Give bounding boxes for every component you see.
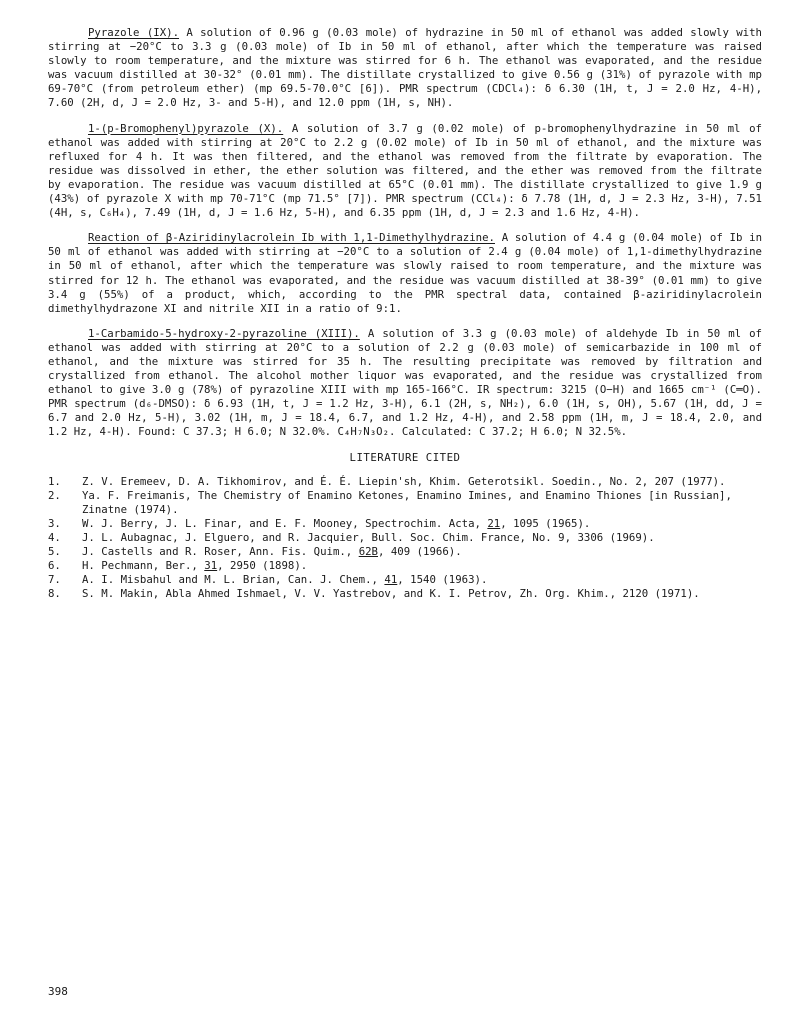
- reference-pages-year: , 1095 (1965).: [500, 516, 591, 530]
- section-heading: 1-(p-Bromophenyl)pyrazole (X).: [88, 121, 284, 135]
- reference-volume: 62B: [358, 545, 378, 558]
- reference-number: 3.: [48, 516, 61, 530]
- reference-item: [48, 531, 762, 545]
- reference-text: Ya. F. Freimanis, The Chemistry of Enamino Ketones, Enamino Imines, and Enamino Thiones [in Russian], Zinatne (1974).: [82, 488, 732, 516]
- reference-text: Z. V. Eremeev, D. A. Tikhomirov, and É. É. Liepin'sh, Khim. Geterotsikl. Soedin., No. 2, 207 (1977).: [82, 474, 726, 488]
- document-page: [48, 26, 762, 601]
- reference-number: 8.: [48, 587, 61, 601]
- paragraph-bromophenyl-pyrazole-x: [48, 122, 762, 221]
- reference-number: 1.: [48, 474, 61, 488]
- reference-item: [48, 573, 762, 587]
- reference-text: J. L. Aubagnac, J. Elguero, and R. Jacquier, Bull. Soc. Chim. France, No. 9, 3306 (1969).: [82, 530, 655, 544]
- reference-item: [48, 587, 762, 601]
- reference-authors-journal: W. J. Berry, J. L. Finar, and E. F. Mooney, Spectrochim. Acta,: [82, 516, 488, 530]
- reference-number: 4.: [48, 530, 61, 544]
- reference-authors-journal: A. I. Misbahul and M. L. Brian, Can. J. Chem.,: [82, 573, 385, 587]
- reference-item: [48, 559, 762, 573]
- reference-volume: 41: [384, 573, 398, 587]
- reference-authors-journal: J. Castells and R. Roser, Ann. Fis. Quim.,: [82, 545, 359, 558]
- reference-authors-journal: H. Pechmann, Ber.,: [82, 559, 205, 573]
- paragraph-text: A solution of 3.3 g (0.03 mole) of aldehyde Ib in 50 ml of ethanol was added with stirring at 20°C to a solution of 2.2 g (0.03 mole) of semicarbazide in 100 ml of ethanol, and the mixture was stirred for 35 h. The resulting precipitate was removed by filtration and crystallized from ethanol. The alcohol mother liquor was evaporated, and the residue was crystallized from ethanol to give 3.0 g (78%) of pyrazoline XIII with mp 165-166°C. IR spectrum: 3215 (O−H) and 1665 cm⁻¹ (C═O). PMR spectrum (d₆-DMSO): δ 6.93 (1H, t, J = 1.2 Hz, 3-H), 6.1 (2H, s, NH₂), 6.0 (1H, s, OH), 5.67 (1H, dd, J = 6.7 and 2.0 Hz, 5-H), 3.02 (1H, m, J = 18.4, 6.7, and 1.2 Hz, 4-H), and 2.58 ppm (1H, m, J = 18.4, 2.0, and 1.2 Hz, 4-H). Found: C 37.3; H 6.0; N 32.0%. C₄H₇N₃O₂. Calculated: C 37.2; H 6.0; N 32.5%.: [48, 326, 762, 439]
- paragraph-text: A solution of 0.96 g (0.03 mole) of hydrazine in 50 ml of ethanol was added slowly with stirring at −20°C to 3.3 g (0.03 mole) of Ib in 50 ml of ethanol, after which the temperature was raised slowly to room temperature, and the mixture was stirred for 6 h. The ethanol was evaporated, and the residue was vacuum distilled at 30-32° (0.01 mm). The distillate crystallized to give 0.56 g (31%) of pyrazole with mp 69-70°C (from petroleum ether) (mp 69.5-70.0°C [6]). PMR spectrum (CDCl₄): δ 6.30 (1H, t, J = 2.0 Hz, 4-H), 7.60 (2H, d, J = 2.0 Hz, 3- and 5-H), and 12.0 ppm (1H, s, NH).: [48, 26, 762, 110]
- reference-text: [82, 545, 762, 559]
- reference-text: [82, 517, 762, 531]
- paragraph-text: A solution of 4.4 g (0.04 mole) of Ib in 50 ml of ethanol was added with stirring at −20°C to a solution of 2.4 g (0.04 mole) of 1,1-dimethylhydrazine in 50 ml of ethanol, after which the temperature was slowly raised to room temperature, and the mixture was stirred for 12 h. The ethanol was evaporated, and the residue was vacuum distilled at 38-39° (0.01 mm) to give 3.4 g (55%) of a product, which, according to the PMR spectral data, contained β-aziridinylacrolein dimethylhydrazone XI and nitrile XII in a ratio of 9:1.: [48, 231, 763, 315]
- reference-item: [48, 517, 762, 531]
- reference-number: 7.: [48, 573, 61, 587]
- reference-pages-year: , 1540 (1963).: [397, 573, 488, 587]
- reference-text: S. M. Makin, Abla Ahmed Ishmael, V. V. Yastrebov, and K. I. Petrov, Zh. Org. Khim., 2120 (1971).: [82, 587, 700, 601]
- paragraph-carbamido-pyrazoline-xiii: [48, 327, 762, 440]
- reference-text: [82, 559, 762, 573]
- section-heading: Reaction of β-Aziridinylacrolein Ib with 1,1-Dimethylhydrazine.: [88, 231, 495, 245]
- reference-number: 6.: [48, 559, 61, 573]
- reference-item: [48, 475, 762, 489]
- paragraph-pyrazole-ix: [48, 26, 762, 111]
- section-heading: 1-Carbamido-5-hydroxy-2-pyrazoline (XIII).: [88, 326, 360, 340]
- reference-pages-year: , 409 (1966).: [378, 545, 462, 558]
- reference-number: 2.: [48, 488, 61, 502]
- section-heading: Pyrazole (IX).: [88, 26, 180, 39]
- paragraph-text: A solution of 3.7 g (0.02 mole) of p-bromophenylhydrazine in 50 ml of ethanol was added with stirring at 20°C to 2.2 g (0.02 mole) of Ib in 50 ml of ethanol, and the mixture was refluxed for 4 h. It was then filtered, and the ethanol was removed from the filtrate by evaporation. The residue was dissolved in ether, the ether solution was filtered, and the ether was removed from the filtrate by evaporation. The residue was vacuum distilled at 65°C (0.01 mm). The distillate crystallized to give 1.9 g (43%) of pyrazole X with mp 70-71°C (mp 71.5° [7]). PMR spectrum (CCl₄): δ 7.78 (1H, d, J = 2.3 Hz, 3-H), 7.51 (4H, s, C₆H₄), 7.49 (1H, d, J = 1.6 Hz, 5-H), and 6.35 ppm (1H, d, J = 2.3 and 1.6 Hz, 4-H).: [48, 121, 762, 220]
- reference-text: [82, 573, 762, 587]
- reference-pages-year: , 2950 (1898).: [217, 559, 308, 573]
- literature-cited-heading: LITERATURE CITED: [349, 450, 461, 464]
- reference-item: [48, 489, 762, 517]
- reference-number: 5.: [48, 545, 61, 558]
- reference-volume: 31: [204, 559, 218, 573]
- reference-item: [48, 545, 762, 559]
- reference-list: [48, 475, 762, 602]
- page-number: 398: [48, 985, 68, 998]
- reference-volume: 21: [487, 516, 501, 530]
- paragraph-reaction-dimethylhydrazine: [48, 231, 762, 316]
